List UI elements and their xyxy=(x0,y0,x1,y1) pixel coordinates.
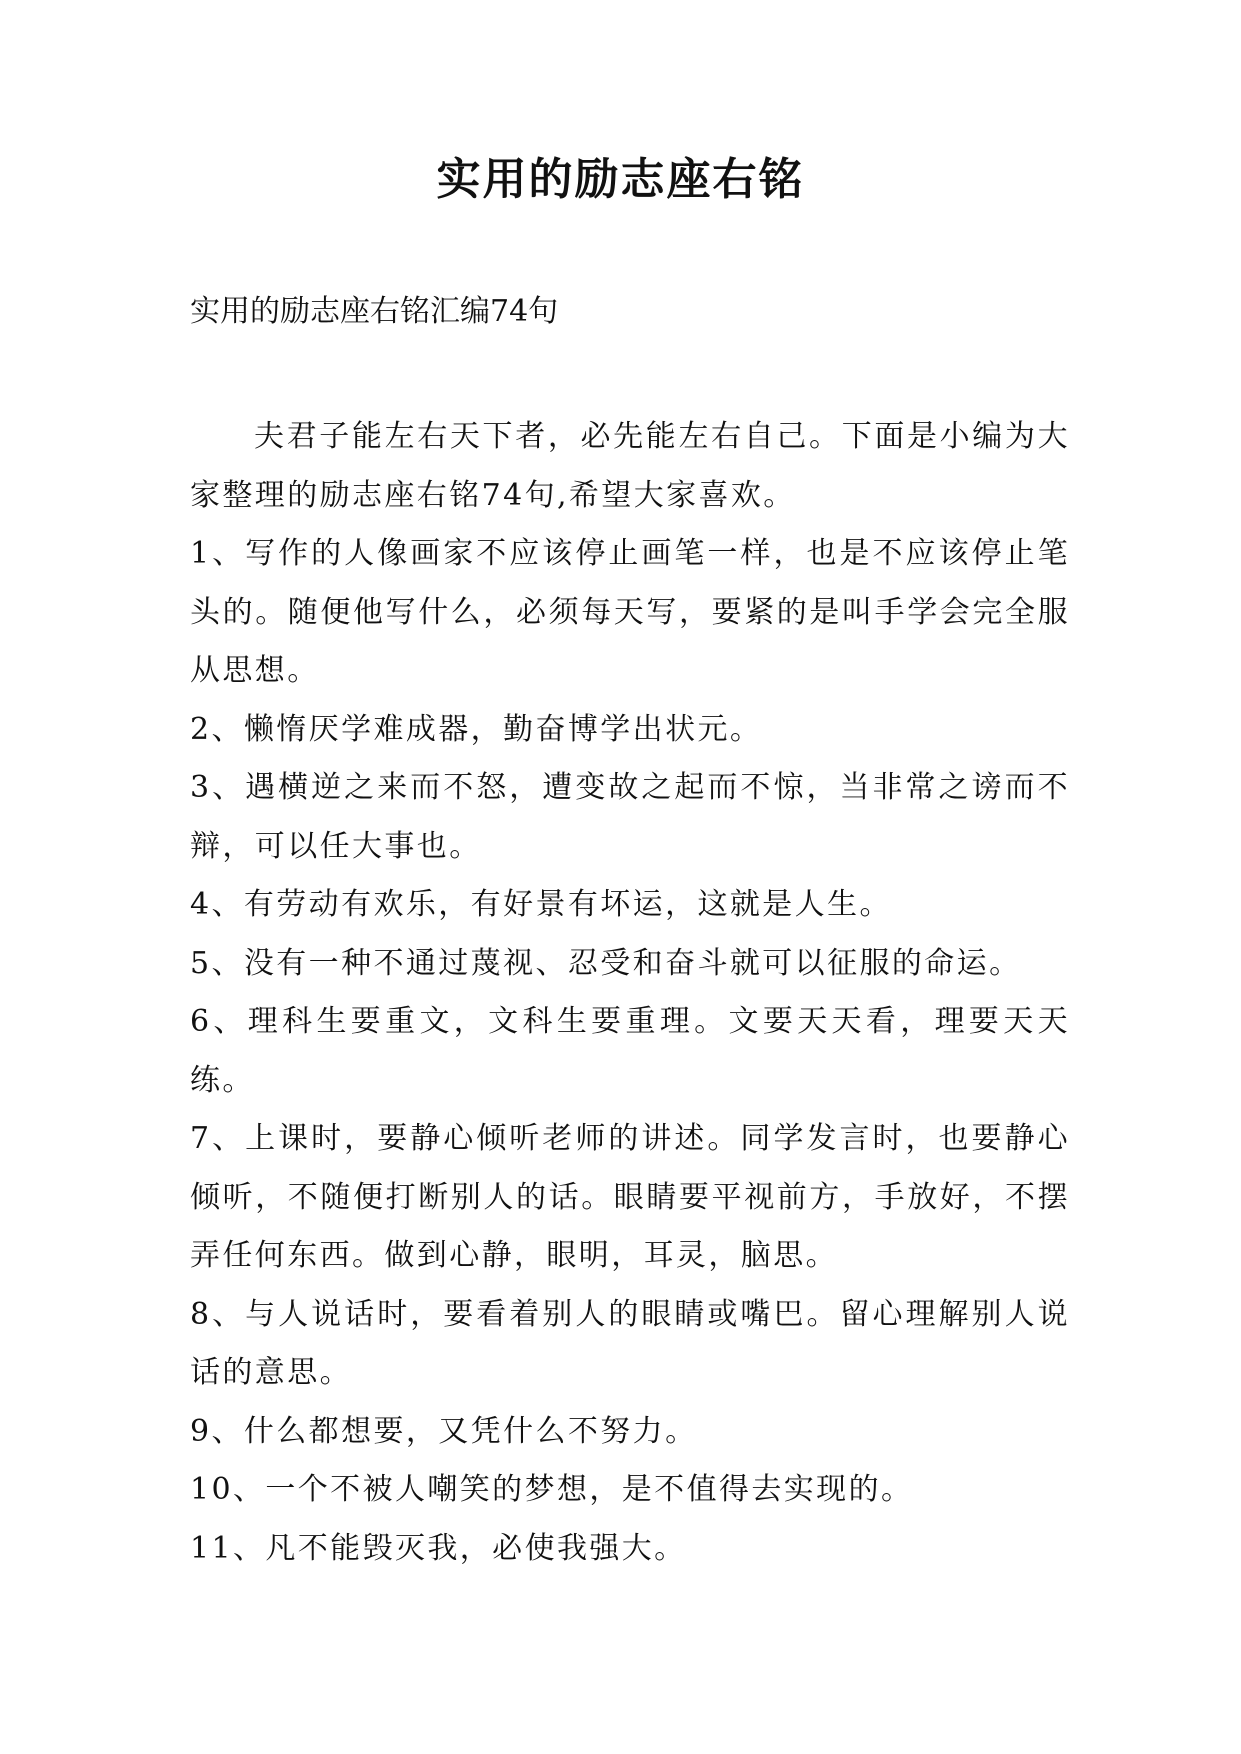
document-body xyxy=(190,408,1070,1578)
list-item: 5、没有一种不通过蔑视、忍受和奋斗就可以征服的命运。 xyxy=(190,945,1022,981)
list-item: 6、理科生要重文，文科生要重理。文要天天看，理要天天练。 xyxy=(190,1004,1070,1098)
list-item: 1、写作的人像画家不应该停止画笔一样，也是不应该停止笔头的。随便他写什么，必须每天写，要紧的是叫手学会完全服从思想。 xyxy=(190,536,1070,688)
list-item: 3、遇横逆之来而不怒，遭变故之起而不惊，当非常之谤而不辩，可以任大事也。 xyxy=(190,770,1070,864)
page-title: 实用的励志座右铭 xyxy=(436,154,805,205)
list-item: 2、懒惰厌学难成器，勤奋博学出状元。 xyxy=(190,711,763,747)
list-item: 9、什么都想要，又凭什么不努力。 xyxy=(190,1413,698,1449)
intro-paragraph: 夫君子能左右天下者，必先能左右自己。下面是小编为大家整理的励志座右铭74句,希望大家喜欢。 xyxy=(190,419,1070,513)
list-item: 11、凡不能毁灭我，必使我强大。 xyxy=(190,1530,687,1566)
document-subtitle: 实用的励志座右铭汇编74句 xyxy=(190,294,559,329)
list-item: 4、有劳动有欢乐，有好景有坏运，这就是人生。 xyxy=(190,887,892,922)
list-item: 7、上课时，要静心倾听老师的讲述。同学发言时，也要静心倾听，不随便打断别人的话。眼睛要平视前方，手放好，不摆弄任何东西。做到心静，眼明，耳灵，脑思。 xyxy=(190,1121,1070,1273)
list-item: 8、与人说话时，要看着别人的眼睛或嘴巴。留心理解别人说话的意思。 xyxy=(190,1296,1070,1390)
list-item: 10、一个不被人嘲笑的梦想，是不值得去实现的。 xyxy=(190,1472,914,1507)
